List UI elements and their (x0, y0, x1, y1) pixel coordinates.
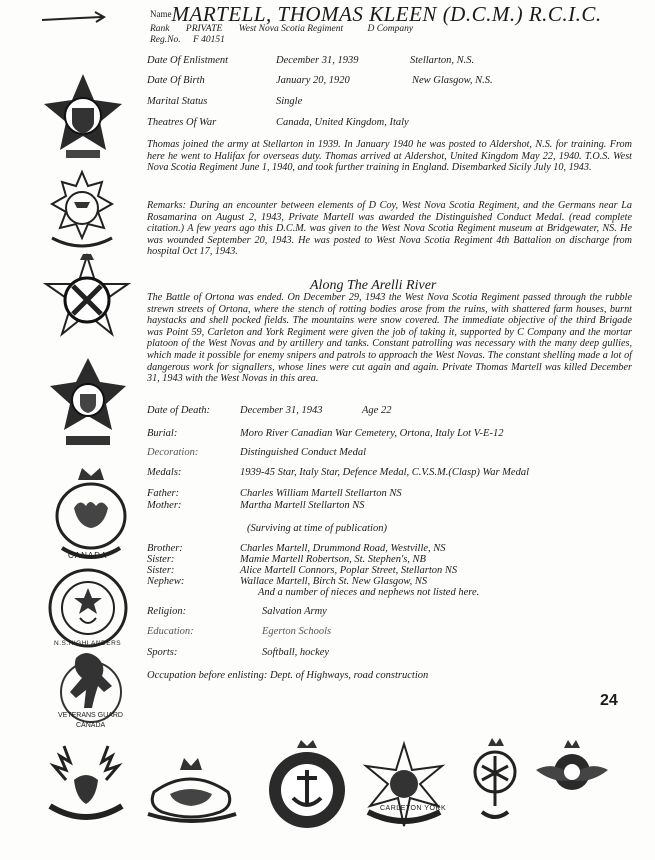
sister1-value: Mamie Martell Robertson, St. Stephen's, NB (240, 554, 426, 565)
remarks-paragraph: Remarks: During an encounter between elements of D Coy, West Nova Scotia Regiment, and the Germans near La Rosamarina on August 2, 1943, Private Martell was awarded the Distinguished Conduct Medal. (read complete citation.) A few years ago this D.C.M. was given to the West Nova Scotia Regiment museum at Bridgewater, NS. He was wounded September 20, 1943. He was posted to West Nova Scotia Regiment 4th Battalion on discharge from hospital Oct 17, 1943. (147, 200, 632, 258)
education-label: Education: (147, 626, 194, 637)
birth-place: New Glasgow, N.S. (412, 75, 493, 86)
decoration-value: Distinguished Conduct Medal (240, 447, 366, 458)
religion-label: Religion: (147, 606, 187, 617)
birth-date: January 20, 1920 (276, 75, 350, 86)
anchor-wreath-badge-icon (263, 738, 351, 832)
regimental-star-badge-icon (42, 72, 124, 162)
sports-value: Softball, hockey (262, 647, 330, 658)
brother-label: Brother: (147, 543, 183, 554)
air-force-eagle-badge-icon (534, 738, 610, 804)
burial-label: Burial: (147, 428, 178, 439)
theatres-label: Theatres Of War (147, 117, 217, 128)
death-label: Date of Death: (147, 405, 210, 416)
badge-veterans-text: VETERANS GUARD (58, 712, 123, 719)
nephew-value: Wallace Martell, Birch St. New Glasgow, NS (240, 576, 428, 587)
page-number: 24 (600, 692, 618, 709)
medals-label: Medals: (147, 467, 182, 478)
rank-label: Rank (150, 24, 170, 34)
sister1-label: Sister: (147, 554, 175, 565)
decoration-label: Decoration: (147, 447, 199, 458)
badge-canada-text: CANADA (68, 551, 108, 560)
death-date: December 31, 1943 (240, 405, 323, 416)
badge-canada2-text: CANADA (76, 722, 106, 729)
regiment-value: West Nova Scotia Regiment (238, 24, 344, 34)
name-value: MARTELL, THOMAS KLEEN (D.C.M.) R.C.I.C. (171, 2, 602, 26)
occupation-label: Occupation before enlisting: (147, 670, 268, 681)
mother-label: Mother: (147, 500, 182, 511)
burial-value: Moro River Canadian War Cemetery, Ortona, Italy Lot V-E-12 (240, 428, 504, 439)
signals-mercury-badge-icon (460, 736, 530, 828)
maltese-cross-badge-icon (46, 356, 130, 448)
maple-leaf-crown-badge-icon (38, 168, 126, 252)
badge-highlanders-text: N.S.HIGHLANDERS (54, 640, 122, 647)
stag-head-badge-icon (44, 740, 128, 828)
brother-value: Charles Martell, Drummond Road, Westville, NS (240, 543, 446, 554)
marital-label: Marital Status (147, 96, 208, 107)
company-value: D Company (367, 24, 414, 34)
enlistment-date: December 31, 1939 (276, 55, 359, 66)
marital-value: Single (276, 96, 303, 107)
surviving-note: (Surviving at time of publication) (247, 523, 387, 534)
enlistment-place: Stellarton, N.S. (410, 55, 475, 66)
occupation-line (147, 670, 428, 681)
education-value: Egerton Schools (262, 626, 332, 637)
saltire-star-badge-icon (40, 252, 134, 346)
father-value: Charles William Martell Stellarton NS (240, 488, 402, 499)
sister2-label: Sister: (147, 565, 175, 576)
highlanders-circle-badge-icon (46, 566, 130, 650)
mother-value: Martha Martell Stellarton NS (240, 500, 365, 511)
section-heading: Along The Arelli River (310, 278, 437, 293)
sports-label: Sports: (147, 647, 178, 658)
badge-carleton-text: CARLETON YORK (380, 805, 447, 812)
name-label: Name (150, 9, 172, 19)
crown-beaver-badge-icon (140, 752, 242, 826)
rank-line (150, 24, 413, 34)
regno-value: F 40151 (192, 35, 225, 45)
medals-value: 1939-45 Star, Italy Star, Defence Medal, C.V.S.M.(Clasp) War Medal (240, 467, 530, 478)
others-note: And a number of nieces and nephews not listed here. (258, 587, 480, 598)
rank-value: PRIVATE (185, 24, 223, 34)
religion-value: Salvation Army (262, 606, 327, 617)
regno-label: Reg.No. (150, 35, 181, 45)
theatres-value: Canada, United Kingdom, Italy (276, 117, 409, 128)
nephew-label: Nephew: (147, 576, 185, 587)
enlistment-label: Date Of Enlistment (147, 55, 229, 66)
regno-line (150, 35, 225, 45)
service-paragraph: Thomas joined the army at Stellarton in 1939. In January 1940 he was posted to Aldershot, N.S. for training. From here he went to Halifax for overseas duty. Thomas arrived at Aldershot, United Kingdom May 22, 1940. T.O.S. West Nova Scotia Regiment June 1, 1940, and took further training in England. Disembarked Sicily July 10, 1943. (147, 139, 632, 174)
sister2-value: Alice Martell Connors, Poplar Street, Stellarton NS (240, 565, 458, 576)
arelli-paragraph: The Battle of Ortona was ended. On December 29, 1943 the West Nova Scotia Regiment passed through the rubble strewn streets of Ortona, where the stench of rotting bodies arose from the ruins, with shattered farm houses, burnt haystacks and shell pocked fields. The mountains were snow covered. The immediate objective of the third Brigade was Point 59, Carleton and York Regiment were given the job of taking it, supported by C Company and the mortar platoon of the West Novas and by artillery and tanks. Constant patrolling was necessary with the many deep gullies, which made it possible for enemy snipers and patrols to approach the West Novas. The constant shelling made a lot of dangerous work for signallers, whose lines were cut again and again. Private Thomas Martell was killed December 31, 1943 with the West Novas in this area. (147, 292, 632, 385)
father-label: Father: (147, 488, 180, 499)
age-value: Age 22 (362, 405, 392, 416)
birth-label: Date Of Birth (147, 75, 205, 86)
occupation-value: Dept. of Highways, road construction (269, 670, 429, 681)
arrow-mark-icon (40, 8, 110, 28)
carleton-york-star-badge-icon (358, 742, 450, 828)
